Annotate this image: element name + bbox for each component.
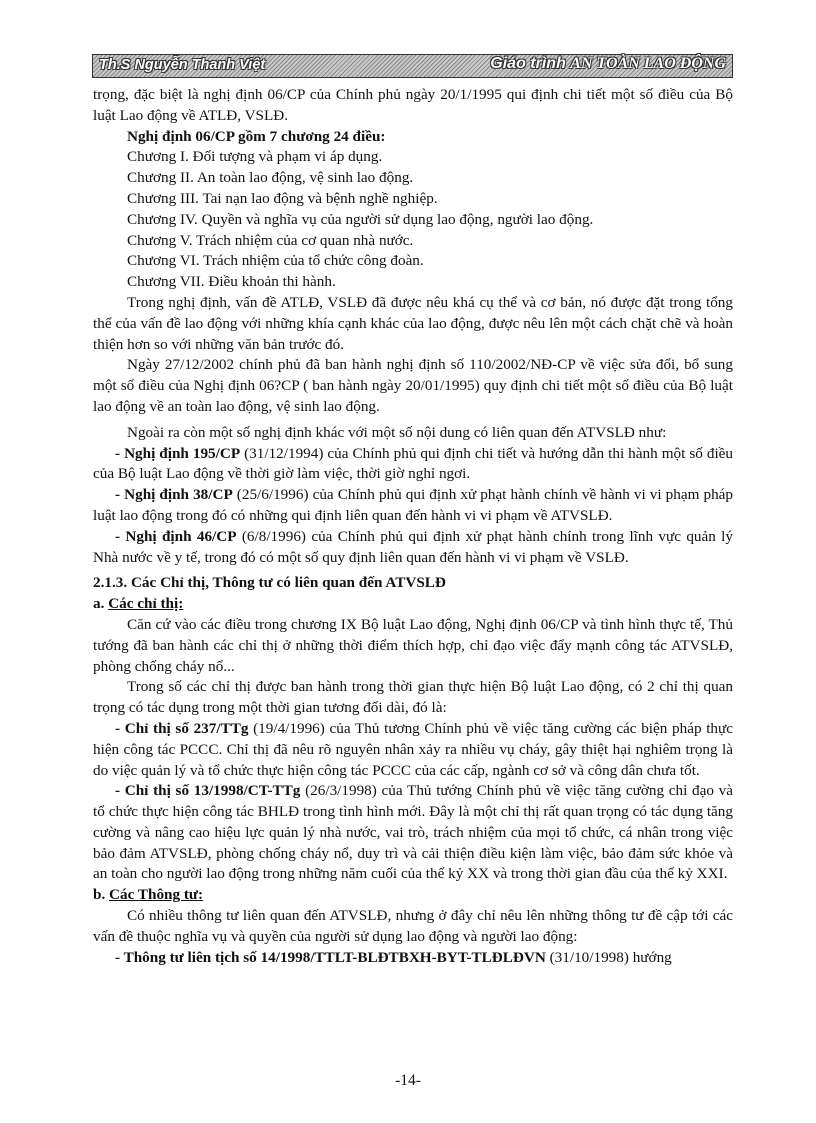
directive-13-label: - Chỉ thị số 13/1998/CT-TTg xyxy=(115,782,301,800)
chapter-item: Chương I. Đối tượng và phạm vi áp dụng. xyxy=(127,148,383,166)
decree-46-label: - Nghị định 46/CP xyxy=(115,527,237,545)
subsection-b-heading xyxy=(93,885,733,906)
directives-two-paragraph: Trong số các chỉ thị được ban hành trong thời gian thực hiện Bộ luật Lao động, có 2 chỉ thị quan trọng có tác dụng trong một thời gian tương đối dài, đó là: xyxy=(93,678,733,717)
directive-237-text: (19/4/1996) của Thủ tương Chính phủ về việc tăng cường các biện pháp thực hiện công tác PCCC. Chỉ thị đã nêu rõ nguyên nhân xảy ra nhiều vụ cháy, gây thiệt hại nghiêm trọng là do việc quản lý và tổ chức thực hiện công tác PCCC của các cấp, ngành cơ sở và công dân chưa tốt. xyxy=(93,719,733,779)
running-header xyxy=(92,54,733,78)
decree-195-item xyxy=(93,444,733,486)
decree-195-label: - Nghị định 195/CP xyxy=(115,444,241,462)
directives-intro-paragraph: Căn cứ vào các điều trong chương IX Bộ luật Lao động, Nghị định 06/CP và tình hình thực tế, Thủ tướng đã ban hành các chỉ thị ở những thời điểm thích hợp, chỉ đạo việc đẩy mạnh công tác ATVSLĐ, phòng chống cháy nổ... xyxy=(93,615,733,675)
section-heading: 2.1.3. Các Chỉ thị, Thông tư có liên quan đến ATVSLĐ xyxy=(93,574,446,592)
decree-110-paragraph: Ngày 27/12/2002 chính phủ đã ban hành nghị định số 110/2002/NĐ-CP về việc sửa đổi, bổ sung một số điều của Nghị định 06?CP ( ban hành ngày 20/01/1995) quy định chi tiết một số điều của Bộ luật lao động về an toàn lao động, vệ sinh lao động. xyxy=(93,356,733,415)
circular-14-label: - Thông tư liên tịch số 14/1998/TTLT-BLĐTBXH-BYT-TLĐLĐVN xyxy=(115,948,546,966)
header-book-name: AN TOÀN LAO ĐỘNG xyxy=(570,55,726,72)
decree-46-item xyxy=(93,527,733,569)
subsection-b-prefix: b. xyxy=(93,886,110,904)
subsection-a-title: Các chỉ thị: xyxy=(108,595,184,613)
header-author: Th.S Nguyễn Thanh Việt xyxy=(99,57,266,73)
other-decrees-paragraph: Ngoài ra còn một số nghị định khác với một số nội dung có liên quan đến ATVSLĐ như: xyxy=(127,423,667,441)
chapter-item: Chương III. Tai nạn lao động và bệnh nghề nghiệp. xyxy=(127,189,438,207)
decree-46-text: (6/8/1996) của Chính phủ qui định xử phạt hành chính trong lĩnh vực quản lý Nhà nước về y tế, trong đó có một số quy định liên quan đến hành vi vi phạm về VSLĐ. xyxy=(93,527,733,566)
decree-38-label: - Nghị định 38/CP xyxy=(115,486,233,504)
circular-14-text: (31/10/1998) hướng xyxy=(545,948,672,966)
subsection-b-title: Các Thông tư: xyxy=(109,886,204,904)
directive-237-item xyxy=(93,719,733,781)
directive-13-item xyxy=(93,781,733,885)
directive-13-text: (26/3/1998) của Thủ tướng Chính phủ về việc tăng cường chỉ đạo và tổ chức thực hiện công tác BHLĐ trong tình hình mới. Đây là một chỉ thị rất quan trọng có tác dụng tăng cường và nâng cao hiệu lực quản lý nhà nước, vai trò, trách nhiệm của mọi tổ chức, cá nhân trong việc bảo đảm ATVSLĐ, phòng chống cháy nổ, duy trì và cải thiện điều kiện làm việc, bảo đảm sức khỏe và an toàn cho người lao động trong những năm cuối của thế kỷ XX và trong thời gian đầu của thế kỷ XXI. xyxy=(93,782,733,883)
chapter-item: Chương VI. Trách nhiệm của tổ chức công đoàn. xyxy=(127,252,424,270)
circular-14-item xyxy=(93,948,733,969)
directive-237-label: - Chỉ thị số 237/TTg xyxy=(115,719,249,737)
chapter-item: Chương IV. Quyền và nghĩa vụ của người sử dụng lao động, người lao động. xyxy=(127,210,594,228)
decree-38-item xyxy=(93,485,733,527)
subsection-a-prefix: a. xyxy=(93,595,109,613)
chapter-item: Chương II. An toàn lao động, vệ sinh lao động. xyxy=(127,169,414,187)
decree-summary-paragraph: Trong nghị định, vấn đề ATLĐ, VSLĐ đã được nêu khá cụ thể và cơ bản, nó được đặt trong tổng thể của vấn đề lao động với những khía cạnh khác của lao động, được nêu lên một cách chặt chẽ và hoàn thiện hơn so với những văn bản trước đó. xyxy=(93,293,733,353)
circulars-intro-paragraph: Có nhiều thông tư liên quan đến ATVSLĐ, nhưng ở đây chỉ nêu lên những thông tư đề cập tới các vấn đề thuộc nghĩa vụ và quyền của người sử dụng lao động và người lao động: xyxy=(93,907,733,945)
decree-heading: Nghị định 06/CP gồm 7 chương 24 điều: xyxy=(127,127,386,145)
page-number: -14- xyxy=(395,1072,421,1089)
chapter-item: Chương V. Trách nhiệm của cơ quan nhà nước. xyxy=(127,231,414,249)
chapter-item: Chương VII. Điều khoản thi hành. xyxy=(127,273,336,291)
decree-195-text: (31/12/1994) của Chính phủ qui định chi tiết và hướng dẫn thi hành một số điều của Bộ luật Lao động về thời giờ làm việc, thời giờ nghỉ ngơi. xyxy=(93,444,733,483)
page-body xyxy=(93,85,733,968)
decree-38-text: (25/6/1996) của Chính phủ qui định xử phạt hành chính về hành vi vi phạm pháp luật lao động trong đó có những qui định liên quan đến hành vi vi phạm về ATVSLĐ. xyxy=(93,486,734,524)
intro-paragraph: trọng, đặc biệt là nghị định 06/CP của Chính phủ ngày 20/1/1995 qui định chi tiết một số điều của Bộ luật Lao động về ATLĐ, VSLĐ. xyxy=(93,86,733,124)
header-book-title xyxy=(490,55,726,73)
header-book-prefix: Giáo trình xyxy=(490,55,571,72)
subsection-a-heading xyxy=(93,594,733,615)
